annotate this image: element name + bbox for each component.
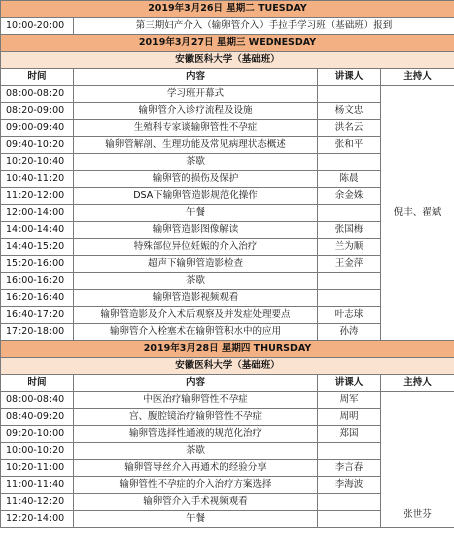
time-cell: 17:20-18:00 [1, 324, 74, 341]
time-cell: 14:00-14:40 [1, 222, 74, 239]
day3-header-lecturer: 讲课人 [318, 375, 381, 392]
content-cell: 输卵管介入诊疗流程及设施 [74, 103, 318, 120]
content-cell: 输卵管介入手术视频观看 [74, 494, 318, 511]
time-cell: 09:40-10:20 [1, 137, 74, 154]
lecturer-cell: 陈晨 [318, 171, 381, 188]
day2-header-row [1, 69, 454, 86]
table-row [1, 86, 454, 103]
time-cell: 11:40-12:20 [1, 494, 74, 511]
day2-header-content: 内容 [74, 69, 318, 86]
day3-date-row [1, 341, 454, 358]
time-cell: 16:00-16:20 [1, 273, 74, 290]
lecturer-cell: 李海波 [318, 477, 381, 494]
content-cell: 输卵管造影视频观看 [74, 290, 318, 307]
lecturer-cell [318, 511, 381, 528]
lecturer-cell: 张国梅 [318, 222, 381, 239]
day2-host-cell: 倪丰、翟斌 [381, 86, 454, 341]
day2-header-lecturer: 讲课人 [318, 69, 381, 86]
content-cell: 输卵管造影图像解读 [74, 222, 318, 239]
time-cell: 11:00-11:40 [1, 477, 74, 494]
time-cell: 12:00-14:00 [1, 205, 74, 222]
lecturer-cell: 王金萍 [318, 256, 381, 273]
day2-venue: 安徽医科大学（基础班） [1, 52, 454, 69]
content-cell: 输卵管造影及介入术后观察及并发症处理要点 [74, 307, 318, 324]
day3-header-host: 主持人 [381, 375, 454, 392]
time-cell: 08:00-08:40 [1, 392, 74, 409]
content-cell: 茶歇 [74, 443, 318, 460]
day3-date: 2019年3月28日 星期四 THURSDAY [1, 341, 454, 358]
content-cell: 午餐 [74, 205, 318, 222]
day3-venue-row [1, 358, 454, 375]
content-cell: 输卵管性不孕症的介入治疗方案选择 [74, 477, 318, 494]
content-cell: 输卵管介入栓塞术在输卵管积水中的应用 [74, 324, 318, 341]
time-cell: 09:20-10:00 [1, 426, 74, 443]
content-cell: DSA下输卵管造影规范化操作 [74, 188, 318, 205]
time-cell: 16:40-17:20 [1, 307, 74, 324]
schedule-body [1, 1, 454, 528]
day3-header-content: 内容 [74, 375, 318, 392]
lecturer-cell [318, 443, 381, 460]
lecturer-cell: 叶志球 [318, 307, 381, 324]
day3-venue: 安徽医科大学（基础班） [1, 358, 454, 375]
content-cell: 输卵管解剖、生理功能及常见病理状态概述 [74, 137, 318, 154]
content-cell: 学习班开幕式 [74, 86, 318, 103]
time-cell: 08:00-08:20 [1, 86, 74, 103]
time-cell: 08:40-09:20 [1, 409, 74, 426]
time-cell: 14:40-15:20 [1, 239, 74, 256]
lecturer-cell [318, 86, 381, 103]
content-cell: 宫、腹腔镜治疗输卵管性不孕症 [74, 409, 318, 426]
content-cell: 输卵管导丝介入再通术的经验分享 [74, 460, 318, 477]
content-cell: 中医治疗输卵管性不孕症 [74, 392, 318, 409]
content-cell: 茶歇 [74, 273, 318, 290]
day3-host-cell: 张世芬 [381, 392, 454, 528]
day1-content: 第三期妇产介入（输卵管介入）手拉手学习班（基础班）报到 [74, 18, 454, 35]
content-cell: 超声下输卵管造影检查 [74, 256, 318, 273]
time-cell: 10:20-11:00 [1, 460, 74, 477]
lecturer-cell [318, 273, 381, 290]
day2-date-row [1, 35, 454, 52]
lecturer-cell [318, 494, 381, 511]
content-cell: 输卵管的损伤及保护 [74, 171, 318, 188]
content-cell: 输卵管选择性通液的规范化治疗 [74, 426, 318, 443]
lecturer-cell: 周军 [318, 392, 381, 409]
lecturer-cell: 周明 [318, 409, 381, 426]
time-cell: 16:20-16:40 [1, 290, 74, 307]
day1-time: 10:00-20:00 [1, 18, 74, 35]
time-cell: 15:20-16:00 [1, 256, 74, 273]
time-cell: 10:00-10:20 [1, 443, 74, 460]
time-cell: 12:20-14:00 [1, 511, 74, 528]
day2-header-host: 主持人 [381, 69, 454, 86]
content-cell: 茶歇 [74, 154, 318, 171]
lecturer-cell: 郑国 [318, 426, 381, 443]
time-cell: 08:20-09:00 [1, 103, 74, 120]
lecturer-cell: 洪名云 [318, 120, 381, 137]
lecturer-cell [318, 154, 381, 171]
table-row [1, 392, 454, 409]
lecturer-cell: 张和平 [318, 137, 381, 154]
content-cell: 生殖科专家谈输卵管性不孕症 [74, 120, 318, 137]
lecturer-cell: 杨文忠 [318, 103, 381, 120]
lecturer-cell [318, 205, 381, 222]
lecturer-cell: 余金姝 [318, 188, 381, 205]
lecturer-cell: 李言春 [318, 460, 381, 477]
lecturer-cell [318, 290, 381, 307]
day2-date: 2019年3月27日 星期三 WEDNESDAY [1, 35, 454, 52]
day1-date-row [1, 1, 454, 18]
content-cell: 特殊部位异位妊娠的介入治疗 [74, 239, 318, 256]
time-cell: 10:20-10:40 [1, 154, 74, 171]
lecturer-cell: 兰为顺 [318, 239, 381, 256]
lecturer-cell: 孙涛 [318, 324, 381, 341]
day2-header-time: 时间 [1, 69, 74, 86]
day2-venue-row [1, 52, 454, 69]
day1-registration-row [1, 18, 454, 35]
day3-header-row [1, 375, 454, 392]
time-cell: 11:20-12:00 [1, 188, 74, 205]
time-cell: 10:40-11:20 [1, 171, 74, 188]
day3-header-time: 时间 [1, 375, 74, 392]
day1-date: 2019年3月26日 星期二 TUESDAY [1, 1, 454, 18]
time-cell: 09:00-09:40 [1, 120, 74, 137]
content-cell: 午餐 [74, 511, 318, 528]
